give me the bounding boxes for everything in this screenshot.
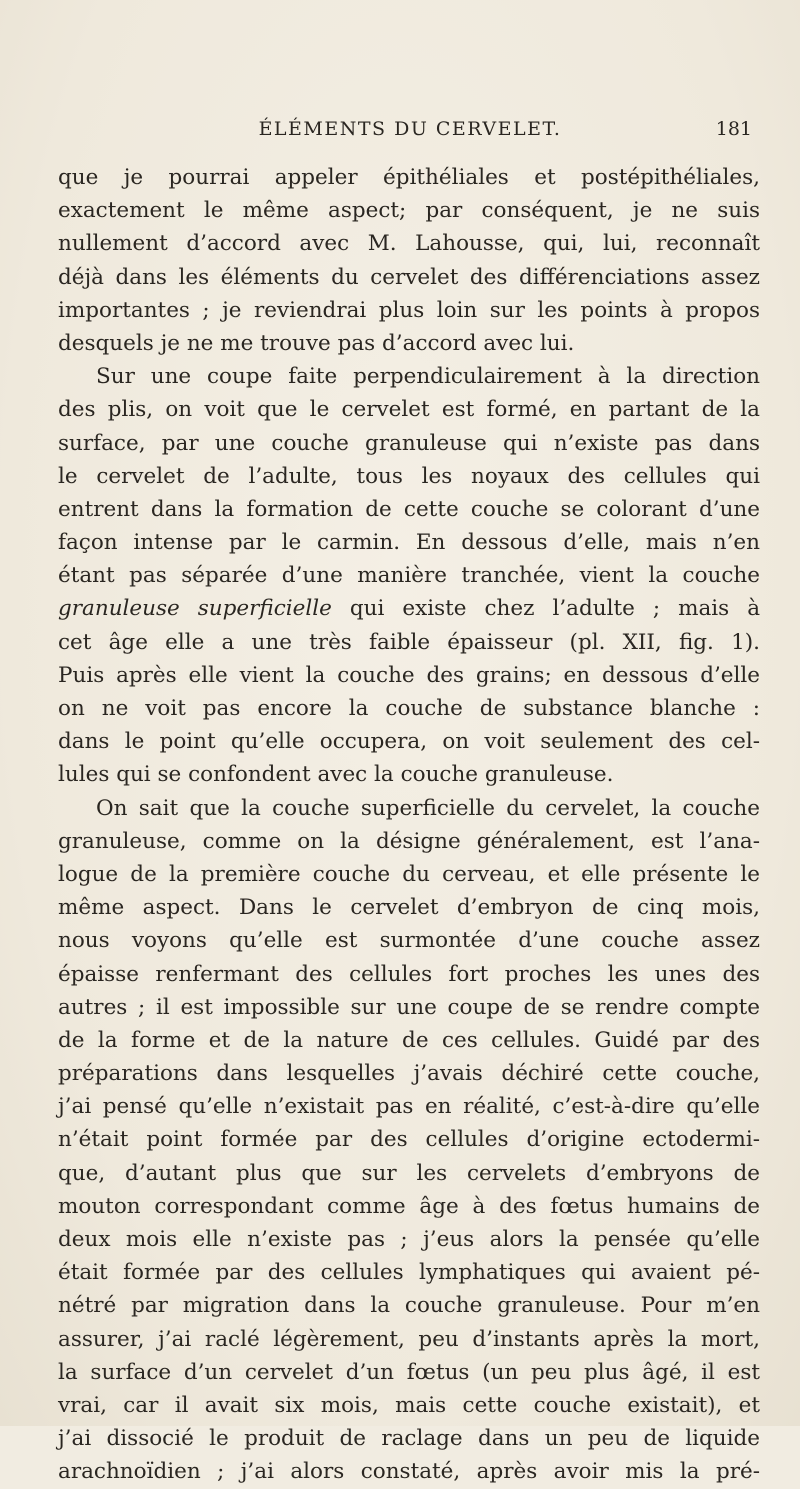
text-line: Puis après elle vient la couche des grains; en dessous d’elle: [58, 662, 760, 688]
text-line: que je pourrai appeler épithéliales et postépithéliales,: [58, 165, 760, 190]
text-line: exactement le même aspect; par conséquent, je ne suis: [58, 198, 760, 224]
text-line: mouton correspondant comme âge à des fœtus humains de: [58, 1193, 760, 1219]
text-line: dans le point qu’elle occupera, on voit seulement des cel-: [58, 729, 760, 755]
text-line: On sait que la couche superficielle du cervelet, la couche: [96, 795, 760, 821]
text-line: nullement d’accord avec M. Lahousse, qui, lui, reconnaît: [58, 231, 760, 257]
text-line: de la forme et de la nature de ces cellules. Guidé par des: [58, 1027, 760, 1053]
running-title: ÉLÉMENTS DU CERVELET.: [258, 118, 562, 140]
text-line: autres ; il est impossible sur une coupe de se rendre compte: [58, 994, 760, 1020]
text-line: préparations dans lesquelles j’avais déchiré cette couche,: [58, 1061, 760, 1087]
text-line: nous voyons qu’elle est surmontée d’une couche assez: [58, 928, 760, 954]
text-line: entrent dans la formation de cette couche se colorant d’une: [58, 496, 760, 522]
text-line: des plis, on voit que le cervelet est formé, en partant de la: [58, 397, 760, 423]
text-line-with-italic: [58, 592, 760, 625]
text-line: surface, par une couche granuleuse qui n’existe pas dans: [58, 430, 760, 456]
text-line: le cervelet de l’adulte, tous les noyaux des cellules qui: [58, 463, 760, 489]
body-text: [58, 161, 760, 1489]
text-line: j’ai dissocié le produit de raclage dans un peu de liquide: [58, 1426, 760, 1452]
text-line: Sur une coupe faite perpendiculairement à la direction: [96, 364, 760, 390]
text-line: assurer, j’ai raclé légèrement, peu d’instants après la mort,: [58, 1326, 760, 1352]
page-header: [60, 118, 760, 146]
text-line: façon intense par le carmin. En dessous d’elle, mais n’en: [58, 530, 760, 556]
text-line: nétré par migration dans la couche granuleuse. Pour m’en: [58, 1293, 760, 1319]
text-line: vrai, car il avait six mois, mais cette couche existait), et: [58, 1392, 760, 1418]
text-line: déjà dans les éléments du cervelet des différenciations assez: [58, 264, 760, 290]
text-line: logue de la première couche du cerveau, et elle présente le: [58, 861, 760, 887]
text-line: même aspect. Dans le cervelet d’embryon de cinq mois,: [58, 895, 760, 921]
page-number: 181: [715, 118, 752, 140]
text-line: que, d’autant plus que sur les cervelets d’embryons de: [58, 1160, 760, 1186]
italic-term: granuleuse superficielle: [58, 596, 332, 622]
text-line: on ne voit pas encore la couche de substance blanche :: [58, 696, 760, 721]
text-line: granuleuse, comme on la désigne généralement, est l’ana-: [58, 828, 760, 854]
text-line: était formée par des cellules lymphatiques qui avaient pé-: [58, 1260, 760, 1286]
text-line: importantes ; je reviendrai plus loin sur les points à propos: [58, 297, 760, 323]
text-line: épaisse renfermant des cellules fort proches les unes des: [58, 961, 760, 987]
text-line: deux mois elle n’existe pas ; j’eus alors la pensée qu’elle: [58, 1227, 760, 1252]
text-line: la surface d’un cervelet d’un fœtus (un peu plus âgé, il est: [58, 1359, 760, 1385]
text-line: arachnoïdien ; j’ai alors constaté, après avoir mis la pré-: [58, 1459, 760, 1485]
text-line: cet âge elle a une très faible épaisseur (pl. XII, fig. 1).: [58, 629, 760, 655]
text-line-rest: qui existe chez l’adulte ; mais à: [349, 596, 761, 622]
text-line: n’était point formée par des cellules d’origine ectodermi-: [58, 1127, 760, 1153]
text-line: lules qui se confondent avec la couche granuleuse.: [58, 762, 614, 788]
text-line: étant pas séparée d’une manière tranchée, vient la couche: [58, 563, 760, 589]
text-line: j’ai pensé qu’elle n’existait pas en réalité, c’est-à-dire qu’elle: [58, 1094, 760, 1120]
text-line: desquels je ne me trouve pas d’accord avec lui.: [58, 330, 575, 356]
